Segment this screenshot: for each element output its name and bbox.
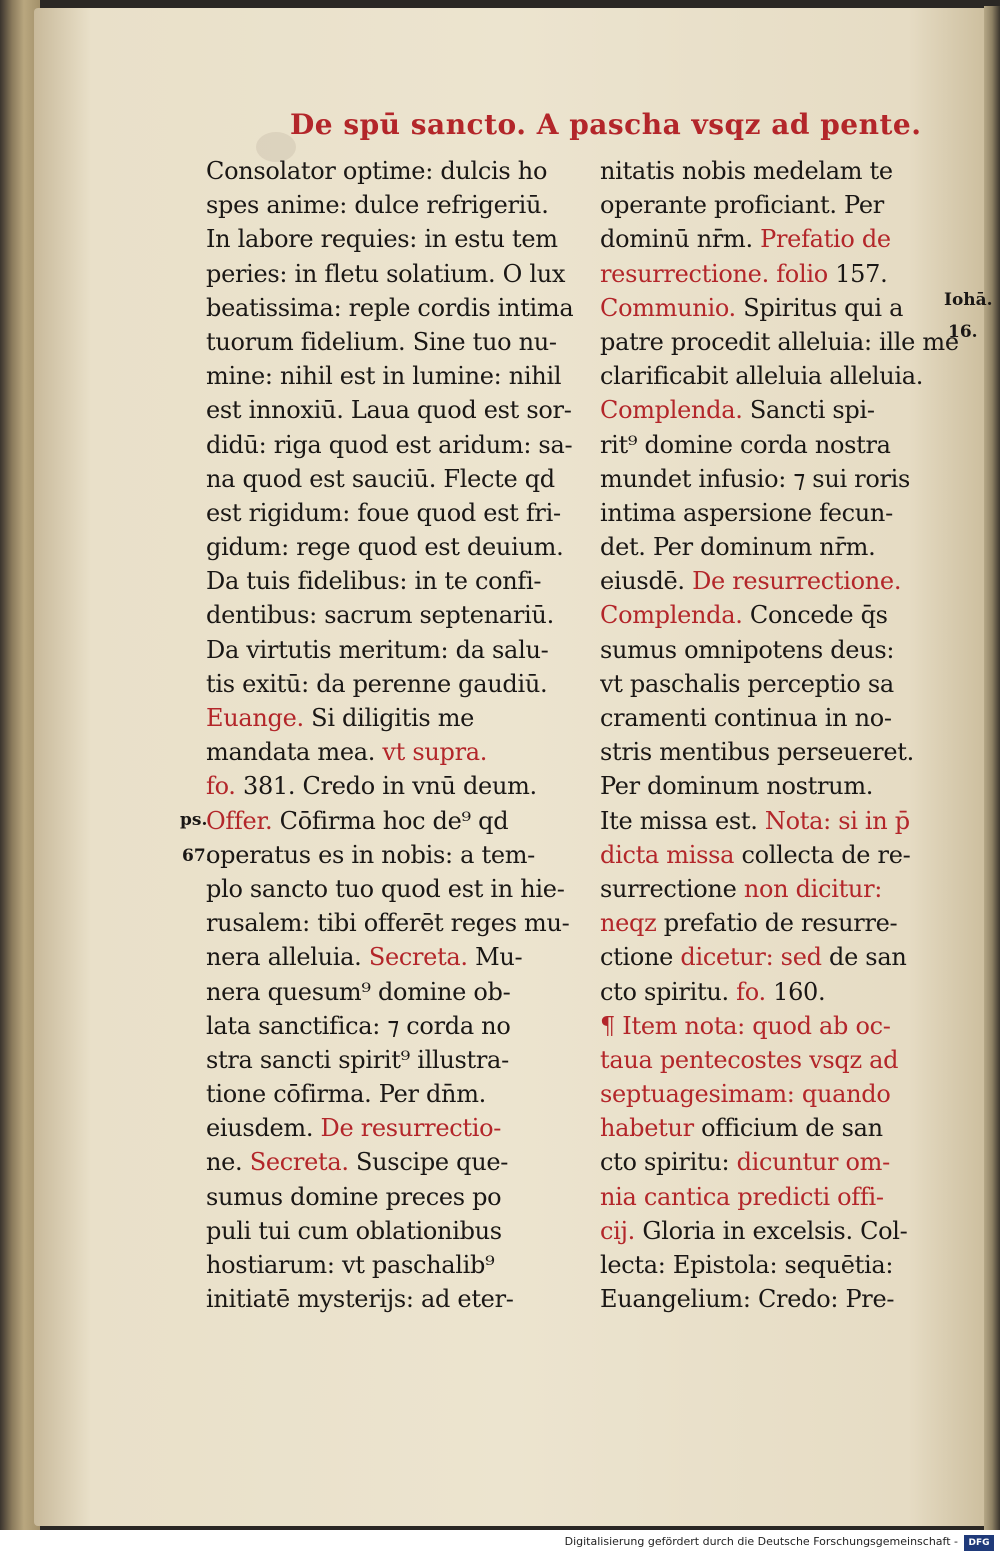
margin-note-job: Iohā. (944, 290, 993, 310)
left-column-line: initiatē mysterijs: ad eter- (206, 1285, 514, 1314)
right-column-line: clarificabit alleluia alleluia. (600, 362, 924, 391)
left-column-line: spes anime: dulce refrigeriū. (206, 191, 549, 220)
right-column-line: Ite missa est. Nota: si in p̄ (600, 806, 910, 835)
dfg-logo: DFG (964, 1535, 994, 1551)
right-column-line: cto spiritu. fo. 160. (600, 977, 826, 1006)
left-column-line: ne. Secreta. Suscipe que- (206, 1148, 509, 1177)
right-column-line: taua pentecostes vsqz ad (600, 1045, 899, 1074)
left-column-line: gidum: rege quod est deuium. (206, 533, 564, 562)
right-column-line: ¶ Item nota: quod ab oc- (600, 1011, 891, 1040)
right-column-line: Complenda. Sancti spi- (600, 396, 875, 425)
right-column-line: vt paschalis perceptio sa (600, 669, 894, 698)
left-column-line: hostiarum: vt paschalib⁹ (206, 1251, 495, 1279)
page-header: De spū sancto. A pascha vsqz ad pente. (290, 108, 922, 141)
left-column-line: plo sancto tuo quod est in hie- (206, 874, 565, 903)
left-column-line: operatus es in nobis: a tem- (206, 840, 535, 869)
left-column-line: nera alleluia. Secreta. Mu- (206, 943, 523, 972)
right-column (600, 154, 980, 1316)
footer-credit: Digitalisierung gefördert durch die Deutsche Forschungsgemeinschaft - (564, 1535, 958, 1548)
margin-note-ps: ps. (180, 810, 208, 830)
left-column-line: tione cōfirma. Per dn̄m. (206, 1080, 486, 1109)
left-column-line: Offer. Cōfirma hoc de⁹ qd (206, 806, 509, 835)
margin-note-ps-number: 67. (182, 846, 212, 866)
right-column-line: ctione dicetur: sed de san (600, 943, 907, 972)
left-column-line: Da tuis fidelibus: in te confi- (206, 567, 542, 596)
right-column-line: dominū nr̄m. Prefatio de (600, 225, 891, 254)
left-column-line: eiusdem. De resurrectio- (206, 1114, 502, 1143)
right-column-line: lecta: Epistola: sequētia: (600, 1251, 894, 1279)
right-column-line: surrectione non dicitur: (600, 874, 883, 903)
left-column-line: fo. 381. Credo in vnū deum. (206, 772, 537, 801)
left-column-line: Da virtutis meritum: da salu- (206, 635, 549, 664)
left-column (206, 154, 586, 1316)
left-column-line: peries: in fletu solatium. O lux (206, 259, 566, 288)
right-column-line: intima aspersione fecun- (600, 498, 893, 527)
right-column-line: patre procedit alleluia: ille me (600, 327, 959, 356)
right-column-line: Per dominum nostrum. (600, 772, 874, 801)
left-column-line: sumus domine preces po (206, 1182, 502, 1211)
right-column-line: cramenti continua in no- (600, 704, 892, 732)
right-column-line: dicta missa collecta de re- (600, 840, 911, 869)
page-right-edge (984, 6, 1000, 1530)
right-column-line: habetur officium de san (600, 1114, 883, 1143)
left-column-line: puli tui cum oblationibus (206, 1216, 502, 1245)
left-column-line: lata sanctifica: ⁊ corda no (206, 1011, 511, 1040)
left-column-line: dentibus: sacrum septenariū. (206, 601, 554, 630)
right-column-line: Euangelium: Credo: Pre- (600, 1285, 895, 1314)
right-column-line: cij. Gloria in excelsis. Col- (600, 1216, 908, 1245)
left-column-line: tuorum fidelium. Sine tuo nu- (206, 327, 557, 356)
left-column-line: mine: nihil est in lumine: nihil (206, 362, 562, 391)
left-column-line: beatissima: reple cordis intima (206, 293, 574, 322)
left-column-line: didū: riga quod est aridum: sa- (206, 430, 573, 459)
right-column-line: eiusdē. De resurrectione. (600, 567, 902, 596)
right-column-line: nia cantica predicti offi- (600, 1182, 884, 1211)
left-column-line: na quod est sauciū. Flecte qd (206, 464, 555, 493)
left-column-line: In labore requies: in estu tem (206, 225, 558, 254)
left-column-line: mandata mea. vt supra. (206, 738, 488, 767)
right-column-line: sumus omnipotens deus: (600, 635, 895, 664)
left-column-line: est rigidum: foue quod est fri- (206, 498, 561, 527)
right-column-line: det. Per dominum nr̄m. (600, 533, 876, 562)
right-column-line: operante proficiant. Per (600, 191, 884, 220)
left-column-line: tis exitū: da perenne gaudiū. (206, 669, 548, 698)
right-column-line: cto spiritu: dicuntur om- (600, 1148, 890, 1177)
right-column-line: rit⁹ domine corda nostra (600, 430, 891, 459)
right-column-line: Complenda. Concede q̄s (600, 601, 888, 630)
left-column-line: rusalem: tibi offerēt reges mu- (206, 909, 570, 938)
left-column-line: Euange. Si diligitis me (206, 704, 475, 732)
left-column-line: nera quesum⁹ domine ob- (206, 977, 511, 1006)
right-column-line: septuagesimam: quando (600, 1080, 891, 1109)
right-column-line: neqz prefatio de resurre- (600, 909, 898, 938)
margin-note-job-number: 16. (948, 322, 978, 342)
left-column-line: est innoxiū. Laua quod est sor- (206, 396, 572, 425)
right-column-line: stris mentibus perseueret. (600, 738, 914, 767)
left-column-line: Consolator optime: dulcis ho (206, 157, 548, 185)
right-column-line: nitatis nobis medelam te (600, 157, 893, 185)
right-column-line: Communio. Spiritus qui a (600, 293, 904, 322)
right-column-line: resurrectione. folio 157. (600, 259, 888, 288)
left-column-line: stra sancti spirit⁹ illustra- (206, 1045, 509, 1074)
right-column-line: mundet infusio: ⁊ sui roris (600, 464, 911, 493)
